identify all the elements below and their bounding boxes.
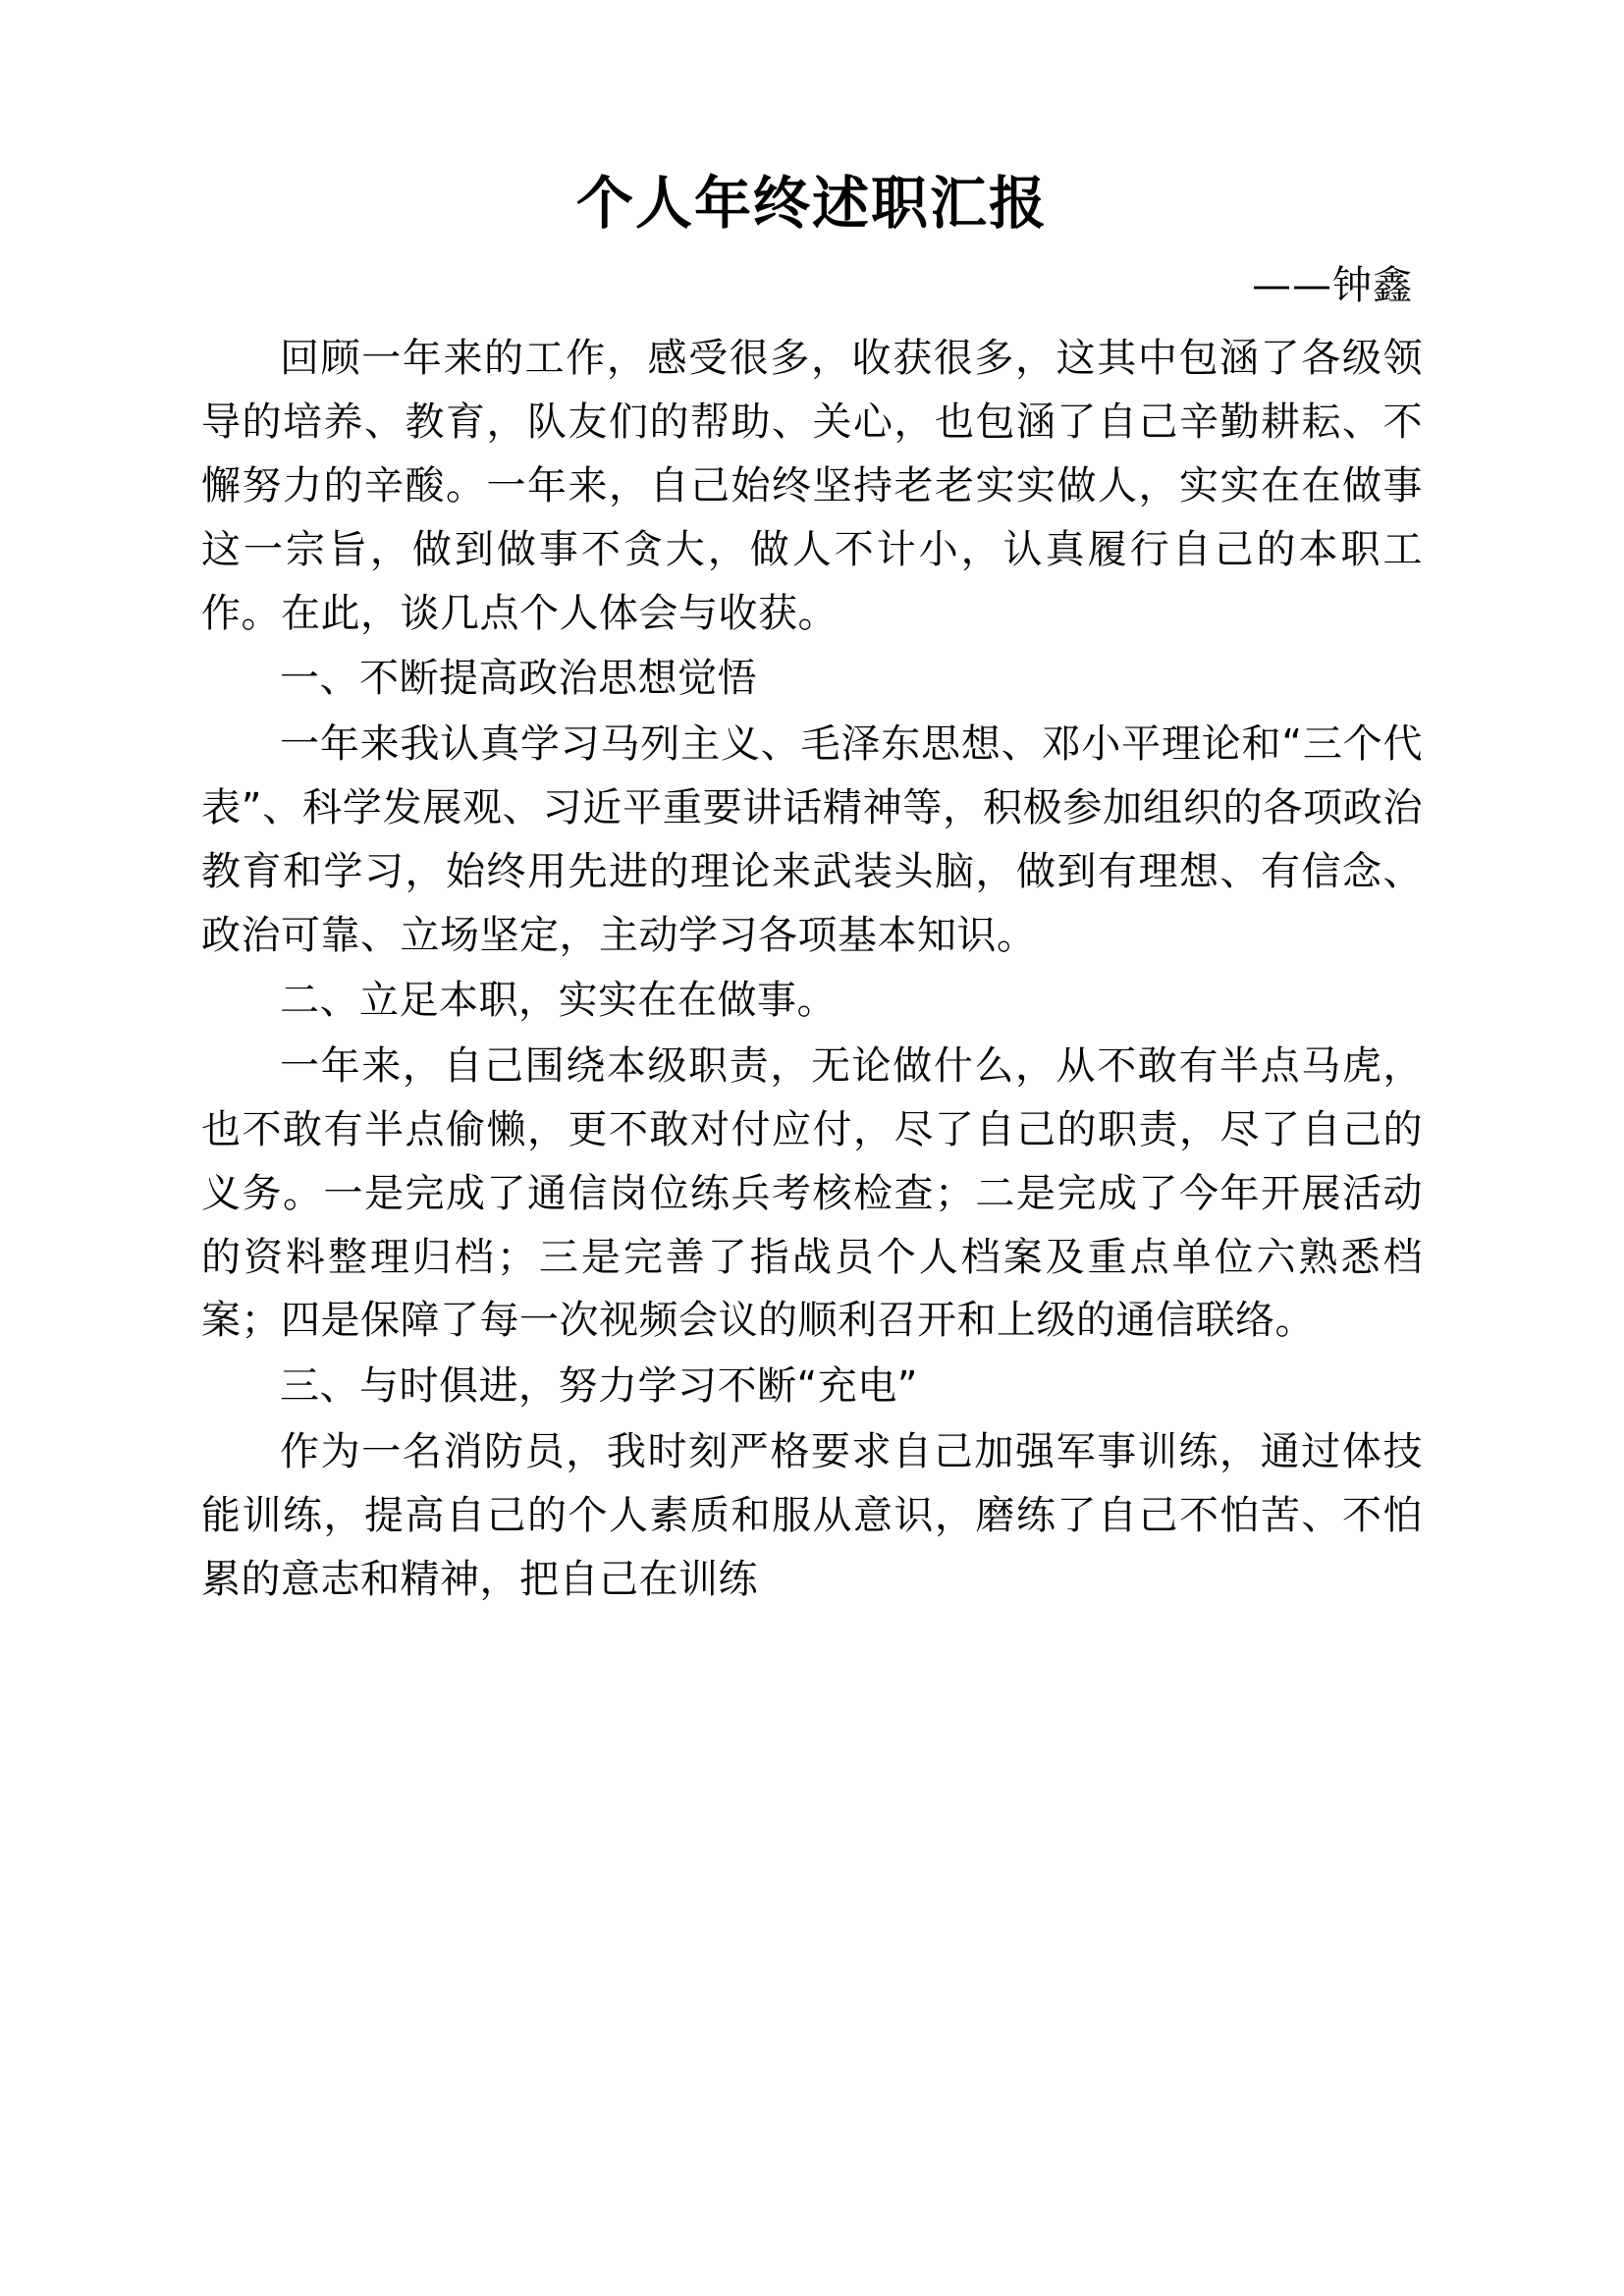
body-paragraph: 一年来，自己围绕本级职责，无论做什么，从不敢有半点马虎，也不敢有半点偷懒，更不敢对付应付，尽了自己的职责，尽了自己的义务。一是完成了通信岗位练兵考核检查；二是完成了今年开展活动的资料整理归档；三是完善了指战员个人档案及重点单位六熟悉档案；四是保障了每一次视频会议的顺利召开和上级的通信联络。 (201, 1043, 1423, 1344)
body-paragraph: 一年来我认真学习马列主义、毛泽东思想、邓小平理论和“三个代表”、科学发展观、习近平重要讲话精神等，积极参加组织的各项政治教育和学习，始终用先进的理论来武装头脑，做到有理想、有信念、政治可靠、立场坚定，主动学习各项基本知识。 (201, 721, 1423, 958)
section-heading-1: 一、不断提高政治思想觉悟 (280, 656, 757, 702)
page-title: 个人年终述职汇报 (575, 170, 1048, 237)
section-heading-2: 二、立足本职，实实在在做事。 (280, 978, 837, 1024)
section-heading-3: 三、与时俱进，努力学习不断“充电” (280, 1363, 918, 1410)
author-byline: ——钟鑫 (1252, 263, 1413, 309)
body-paragraph: 作为一名消防员，我时刻严格要求自己加强军事训练，通过体技能训练，提高自己的个人素质和服从意识，磨练了自己不怕苦、不怕累的意志和精神，把自己在训练 (201, 1428, 1423, 1602)
body-paragraph: 回顾一年来的工作，感受很多，收获很多，这其中包涵了各级领导的培养、教育，队友们的帮助、关心，也包涵了自己辛勤耕耘、不懈努力的辛酸。一年来，自己始终坚持老老实实做人，实实在在做事这一宗旨，做到做事不贪大，做人不计小，认真履行自己的本职工作。在此，谈几点个人体会与收获。 (201, 336, 1423, 636)
